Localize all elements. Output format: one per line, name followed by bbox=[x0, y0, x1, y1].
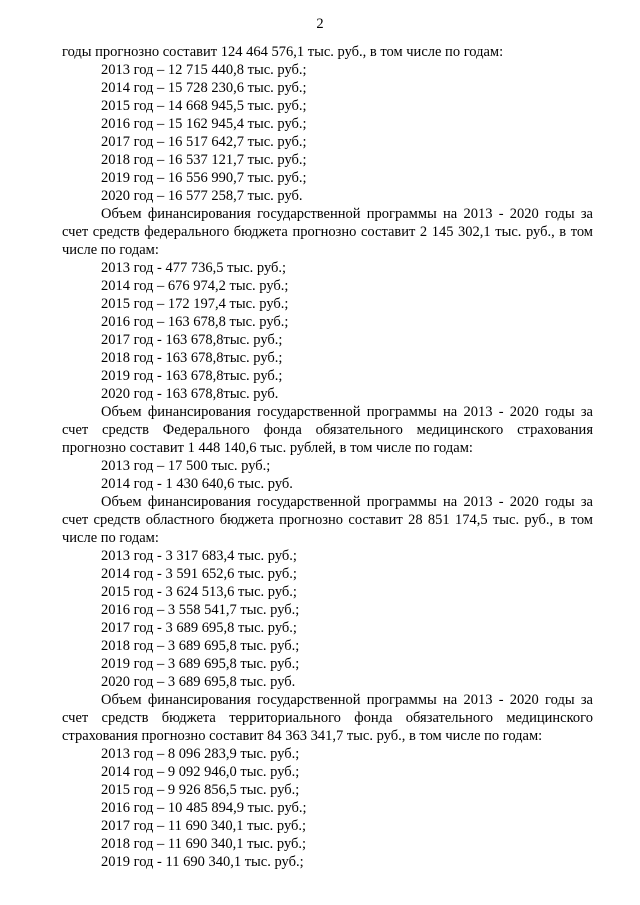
list-item: 2018 год – 16 537 121,7 тыс. руб.; bbox=[101, 152, 307, 168]
list-item: 2017 год – 16 517 642,7 тыс. руб.; bbox=[101, 134, 307, 150]
list-item: 2018 год – 3 689 695,8 тыс. руб.; bbox=[101, 638, 300, 654]
list-item: 2014 год – 9 092 946,0 тыс. руб.; bbox=[101, 764, 300, 780]
list-item: 2013 год – 8 096 283,9 тыс. руб.; bbox=[101, 746, 300, 762]
list-item: 2014 год - 1 430 640,6 тыс. руб. bbox=[101, 476, 293, 492]
list-item: 2015 год – 14 668 945,5 тыс. руб.; bbox=[101, 98, 307, 114]
list-item: 2014 год - 3 591 652,6 тыс. руб.; bbox=[101, 566, 297, 582]
paragraph: Объем финансирования государственной программы на 2013 - 2020 годы за счет средств бюджета территориального фонда обязательного медицинского страхования прогнозно составит 84 363 341,7 тыс. руб., в том числе по годам: bbox=[62, 692, 593, 744]
list-item: 2019 год - 163 678,8тыс. руб.; bbox=[101, 368, 283, 384]
list-item: 2019 год - 11 690 340,1 тыс. руб.; bbox=[101, 854, 304, 870]
list-item: 2020 год – 3 689 695,8 тыс. руб. bbox=[101, 674, 296, 690]
paragraph: Объем финансирования государственной программы на 2013 - 2020 годы за счет средств областного бюджета прогнозно составит 28 851 174,5 тыс. руб., в том числе по годам: bbox=[62, 494, 593, 546]
list-item: 2013 год - 477 736,5 тыс. руб.; bbox=[101, 260, 287, 276]
paragraph: Объем финансирования государственной программы на 2013 - 2020 годы за счет средств Федерального фонда обязательного медицинского страхования прогнозно составит 1 448 140,6 тыс. рублей, в том числе по годам: bbox=[62, 404, 593, 456]
list-item: 2018 год - 163 678,8тыс. руб.; bbox=[101, 350, 283, 366]
list-item: 2016 год – 15 162 945,4 тыс. руб.; bbox=[101, 116, 307, 132]
list-item: 2013 год - 3 317 683,4 тыс. руб.; bbox=[101, 548, 297, 564]
document-body bbox=[62, 43, 593, 871]
list-item: 2015 год – 9 926 856,5 тыс. руб.; bbox=[101, 782, 300, 798]
year-amount-list bbox=[62, 61, 593, 205]
list-item: 2016 год – 163 678,8 тыс. руб.; bbox=[101, 314, 289, 330]
list-item: 2014 год – 15 728 230,6 тыс. руб.; bbox=[101, 80, 307, 96]
year-amount-list bbox=[62, 259, 593, 403]
paragraph: годы прогнозно составит 124 464 576,1 тыс. руб., в том числе по годам: bbox=[62, 44, 504, 60]
page-number: 2 bbox=[316, 16, 324, 32]
list-item: 2020 год – 16 577 258,7 тыс. руб. bbox=[101, 188, 303, 204]
year-amount-list bbox=[62, 547, 593, 691]
year-amount-list bbox=[62, 745, 593, 871]
list-item: 2016 год – 3 558 541,7 тыс. руб.; bbox=[101, 602, 300, 618]
year-amount-list bbox=[62, 457, 593, 493]
list-item: 2017 год - 3 689 695,8 тыс. руб.; bbox=[101, 620, 297, 636]
list-item: 2013 год – 17 500 тыс. руб.; bbox=[101, 458, 271, 474]
list-item: 2017 год - 163 678,8тыс. руб.; bbox=[101, 332, 283, 348]
list-item: 2017 год – 11 690 340,1 тыс. руб.; bbox=[101, 818, 307, 834]
list-item: 2019 год – 3 689 695,8 тыс. руб.; bbox=[101, 656, 300, 672]
list-item: 2013 год – 12 715 440,8 тыс. руб.; bbox=[101, 62, 307, 78]
list-item: 2019 год – 16 556 990,7 тыс. руб.; bbox=[101, 170, 307, 186]
list-item: 2015 год - 3 624 513,6 тыс. руб.; bbox=[101, 584, 297, 600]
list-item: 2020 год - 163 678,8тыс. руб. bbox=[101, 386, 279, 402]
list-item: 2015 год – 172 197,4 тыс. руб.; bbox=[101, 296, 289, 312]
list-item: 2014 год – 676 974,2 тыс. руб.; bbox=[101, 278, 289, 294]
list-item: 2016 год – 10 485 894,9 тыс. руб.; bbox=[101, 800, 307, 816]
list-item: 2018 год – 11 690 340,1 тыс. руб.; bbox=[101, 836, 307, 852]
paragraph: Объем финансирования государственной программы на 2013 - 2020 годы за счет средств федерального бюджета прогнозно составит 2 145 302,1 тыс. руб., в том числе по годам: bbox=[62, 206, 593, 258]
